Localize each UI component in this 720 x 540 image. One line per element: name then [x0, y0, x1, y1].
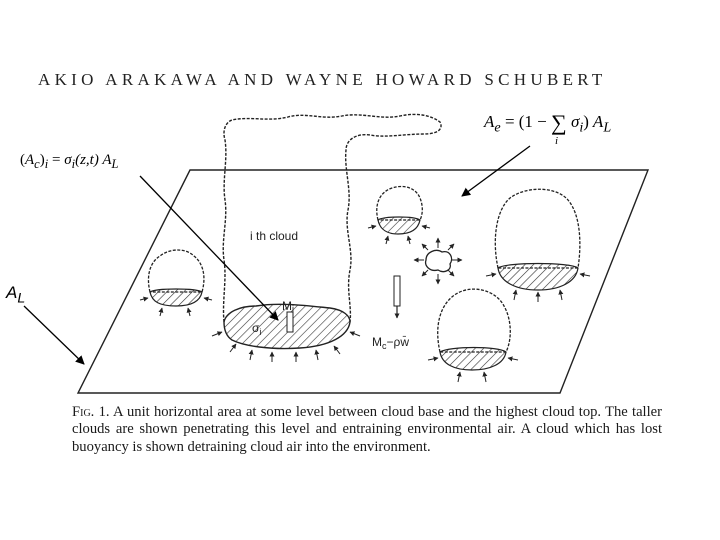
detraining-cloud [414, 238, 462, 284]
environment-area-equation: $A_e = (1$ − ∑ i $\sigma_i$) $A_L$ [484, 110, 612, 147]
ae-pointer-arrow [462, 146, 530, 196]
cloud-area-equation: $(A_c)_i = \sigma_i(z,t)$ $A_L$ [20, 152, 119, 171]
mc-label: $M_c-\rho w̄$ [372, 335, 409, 351]
sum-symbol: ∑ i [551, 110, 567, 147]
figure-number: Fig. 1. [72, 404, 110, 420]
caption-text: A unit horizontal area at some level between cloud base and the highest cloud top. The taller clouds are shown penetrating this level and entraining environmental air. A cloud which has lost buoyancy is shown detraining cloud air into the environment. [72, 404, 662, 455]
ith-cloud-label: i th cloud [250, 229, 299, 243]
mi-label: Mi [282, 299, 294, 314]
al-pointer-arrow [24, 306, 84, 364]
mc-subsidence-symbol [394, 276, 400, 318]
paper-header: AKIO ARAKAWA AND WAYNE HOWARD SCHUBERT [38, 70, 607, 89]
cloud-bottom-right [428, 289, 518, 382]
cloud-small-top [368, 186, 430, 244]
cloud-small-left [140, 250, 212, 316]
figure-caption [72, 404, 662, 456]
mi-updraft-symbol [287, 312, 293, 332]
unit-area-label: $A_L$ [6, 283, 26, 307]
cloud-large-right [486, 189, 590, 302]
sigma-i-label: $\sigma_i$ [252, 321, 262, 337]
